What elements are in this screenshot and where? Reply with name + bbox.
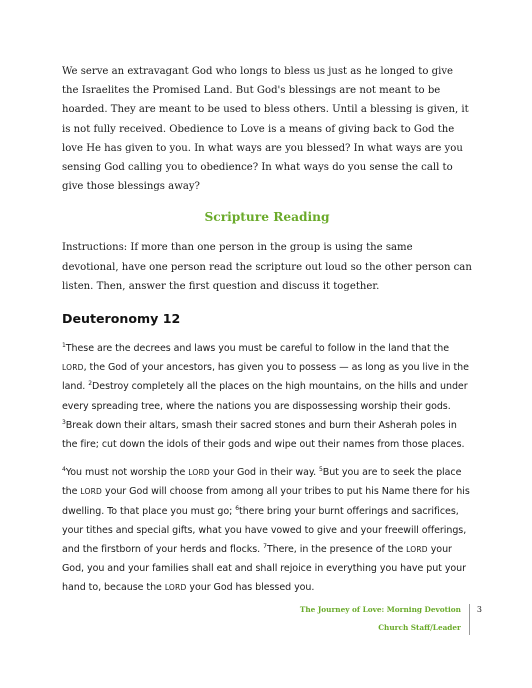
intro-paragraph: We serve an extravagant God who longs to bless us just as he longed to give the Israelites the Promised Land. But God's blessings are not meant to be hoarded. They are meant to be used to bless others. Until a blessing is given, it is not fully received. Obedience to Love is a means of giving back to God the love He has given to you. In what ways are you blessed? In what ways are you sensing God calling you to obedience? In what ways do you sense the call to give those blessings away? [62, 66, 469, 193]
instructions-paragraph: Instructions: If more than one person in the group is using the same devotional, have one person read the scripture out loud so the other person can listen. Then, answer the first question and discuss it together. [62, 242, 472, 292]
section-title: Scripture Reading [204, 210, 330, 225]
verse-text: there bring your burnt offerings and sacrifices, your tithes and special gifts, what you have vowed to give and your freewill offerings, and the firstborn of your herds and flocks. [62, 505, 467, 556]
verse-text: Destroy completely all the places on the high mountains, on the hills and under every spreading tree, where the nations you are dispossessing worship their gods. [62, 381, 468, 412]
footer-subtitle: Church Staff/Leader [378, 623, 461, 632]
lord-small-caps: LORD [62, 363, 84, 373]
verse-number: 1 [62, 341, 66, 349]
page-footer [300, 601, 482, 637]
verse-text: your God will choose from among all your tribes to put his Name there for his dwelling. To that place you must go; [62, 486, 470, 517]
verse-text: your God, you and your families shall eat and shall rejoice in everything you have put your hand to, because the [62, 544, 466, 594]
lord-small-caps: LORD [188, 468, 210, 478]
verse-text: , the God of your ancestors, has given you to possess — as long as you live in the land. [62, 362, 469, 393]
verse-text: But you are to seek the place the [62, 467, 462, 498]
verse-number: 3 [62, 418, 66, 426]
verse-number: 4 [62, 466, 66, 474]
footer-title: The Journey of Love: Morning Devotion [299, 605, 461, 614]
page-content [62, 62, 472, 598]
page-number: 3 [476, 605, 482, 614]
verse-number: 6 [235, 504, 240, 512]
verse-text: your God in their way. [209, 467, 320, 479]
lord-small-caps: LORD [164, 583, 187, 593]
verse-text: These are the decrees and laws you must be careful to follow in the land that the [65, 343, 450, 355]
verse-number: 2 [88, 380, 93, 388]
lord-small-caps: LORD [406, 545, 428, 555]
verse-text: your God has blessed you. [186, 582, 315, 594]
lord-small-caps: LORD [80, 487, 103, 497]
scripture-paragraph-1 [62, 339, 472, 454]
verse-text: There, in the presence of the [266, 544, 407, 556]
scripture-paragraph-2 [62, 463, 472, 597]
verse-number: 5 [319, 466, 323, 474]
verse-text: Break down their altars, smash their sacred stones and burn their Asherah poles in the fire; cut down the idols of their gods and wipe out their names from those places. [62, 419, 465, 451]
verse-number: 7 [263, 542, 267, 550]
passage-heading: Deuteronomy 12 [62, 311, 181, 327]
verse-text: You must not worship the [65, 467, 189, 479]
